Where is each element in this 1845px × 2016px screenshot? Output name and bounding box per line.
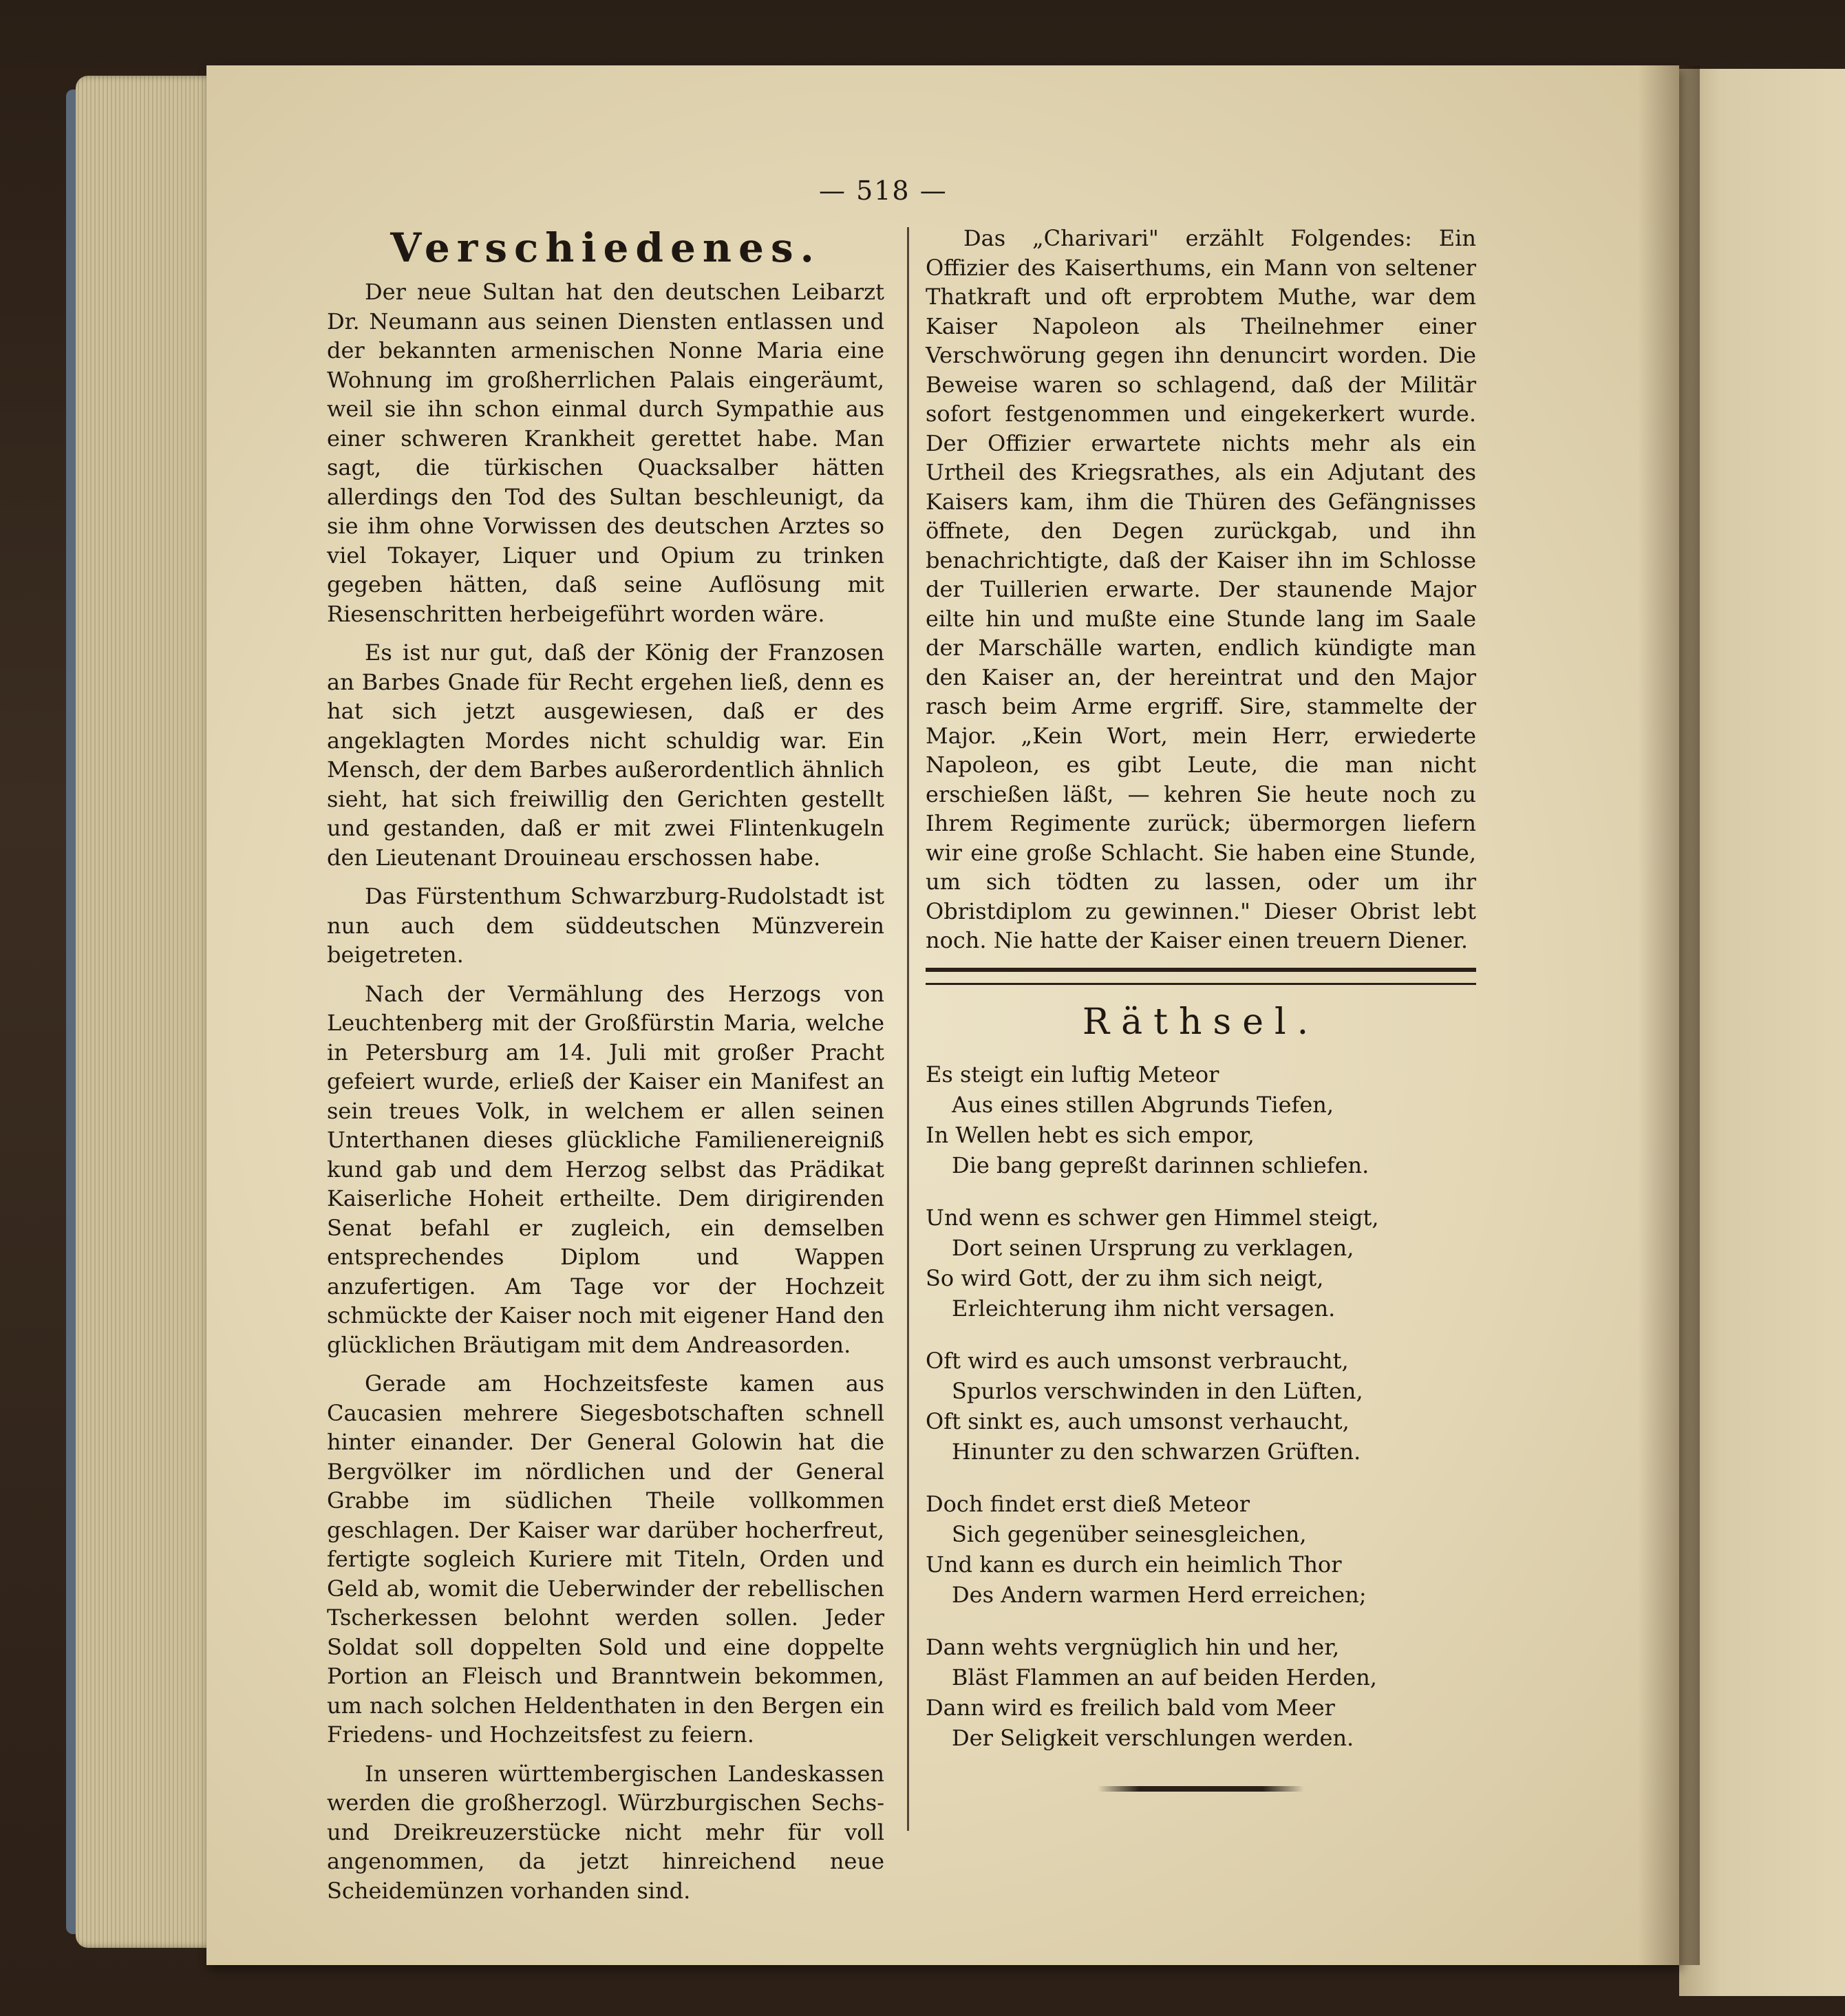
- poem-stanza: [926, 1202, 1476, 1324]
- poem-stanza: [926, 1632, 1476, 1753]
- poem-title: Räthsel.: [1082, 1001, 1320, 1043]
- facing-page: [1679, 69, 1845, 1996]
- ornament-line: [1098, 1786, 1304, 1792]
- section-title: Verschiedenes.: [390, 224, 821, 271]
- article-paragraph: Es ist nur gut, daß der König der Franzosen an Barbes Gnade für Recht ergehen ließ, denn es hat sich jetzt ausgewiesen, daß er des angeklagten Mordes nicht schuldig war. Ein Mensch, der dem Barbes außerordentlich ähnlich sieht, hat sich freiwillig den Gerichten gestellt und gestanden, daß er mit zwei Flintenkugeln den Lieutenant Drouineau erschossen habe.: [327, 639, 884, 871]
- poem-verse: Erleichterung ihm nicht versagen.: [952, 1295, 1336, 1322]
- poem-verse: Der Seligkeit verschlungen werden.: [952, 1724, 1354, 1751]
- page-gutter-shadow: [1638, 65, 1700, 1965]
- article-paragraph: Nach der Vermählung des Herzogs von Leuchtenberg mit der Großfürstin Maria, welche in Petersburg am 14. Juli mit großer Pracht gefeiert wurde, erließ der Kaiser ein Manifest an sein treues Volk, in welchem er allen seinen Unterthanen dieses glückliche Familienereigniß kund gab und dem Herzog selbst das Prädikat Kaiserliche Hoheit ertheilte. Dem dirigirenden Senat befahl er zugleich, ein demselben entsprechendes Diplom und Wappen anzufertigen. Am Tage vor der Hochzeit schmückte der Kaiser noch mit eigener Hand den glücklichen Bräutigam mit dem Andreasorden.: [327, 980, 884, 1358]
- article-paragraph: Der neue Sultan hat den deutschen Leibarzt Dr. Neumann aus seinen Diensten entlassen und der bekannten armenischen Nonne Maria eine Wohnung im großherrlichen Palais eingeräumt, weil sie ihn schon einmal durch Sympathie aus einer schweren Krankheit gerettet habe. Man sagt, die türkischen Quacksalber hätten allerdings den Tod des Sultan beschleunigt, da sie ihm ohne Vorwissen des deutschen Arztes so viel Tokayer, Liquer und Opium zu trinken gegeben hätten, daß seine Auflösung mit Riesenschritten herbeigeführt worden wäre.: [327, 279, 884, 627]
- article-paragraph: Gerade am Hochzeitsfeste kamen aus Caucasien mehrere Siegesbotschaften schnell hinter einander. Der General Golowin hat die Bergvölker im nördlichen und der General Grabbe im südlichen Theile vollkommen geschlagen. Der Kaiser war darüber hocherfreut, fertigte sogleich Kuriere mit Titeln, Orden und Geld ab, womit die Ueberwinder der rebellischen Tscherkessen belohnt werden sollen. Jeder Soldat soll doppelten Sold und eine doppelte Portion an Fleisch und Branntwein bekommen, um nach solchen Heldenthaten in den Bergen ein Friedens- und Hochzeitsfest zu feiern.: [327, 1370, 884, 1748]
- left-column: [327, 224, 884, 1915]
- poem-verse: Hinunter zu den schwarzen Grüften.: [952, 1438, 1361, 1465]
- article-paragraph: Das Fürstenthum Schwarzburg-Rudolstadt ist nun auch dem süddeutschen Münzverein beigetreten.: [327, 883, 884, 968]
- page-edges: [76, 76, 220, 1948]
- poem-verse: Doch findet erst dieß Meteor: [926, 1490, 1250, 1517]
- poem-verse: Dann wehts vergnüglich hin und her,: [926, 1633, 1340, 1660]
- poem-verse: Aus eines stillen Abgrunds Tiefen,: [952, 1091, 1334, 1118]
- poem-verse: Oft sinkt es, auch umsonst verhaucht,: [926, 1408, 1350, 1434]
- column-divider: [907, 227, 909, 1831]
- poem-verse: Des Andern warmen Herd erreichen;: [952, 1581, 1367, 1608]
- poem-verse: Es steigt ein luftig Meteor: [926, 1061, 1219, 1087]
- poem-verse: Oft wird es auch umsonst verbraucht,: [926, 1347, 1349, 1374]
- poem-stanza: [926, 1346, 1476, 1467]
- article-paragraph: In unseren württembergischen Landeskassen werden die großherzogl. Würzburgischen Sechs- und Dreikreuzerstücke nicht mehr für voll angenommen, da jetzt hinreichend neue Scheidemünzen vorhanden sind.: [327, 1760, 884, 1904]
- poem-verse: Und wenn es schwer gen Himmel steigt,: [926, 1204, 1379, 1231]
- poem-verse: Sich gegenüber seinesgleichen,: [952, 1520, 1307, 1547]
- poem-stanza: [926, 1059, 1476, 1180]
- poem-verse: In Wellen hebt es sich empor,: [926, 1121, 1255, 1148]
- poem-verse: Dort seinen Ursprung zu verklagen,: [952, 1234, 1354, 1261]
- poem-verse: So wird Gott, der zu ihm sich neigt,: [926, 1264, 1324, 1291]
- poem-verse: Bläst Flammen an auf beiden Herden,: [952, 1664, 1377, 1690]
- section-separator: [926, 968, 1476, 985]
- poem-stanza: [926, 1489, 1476, 1610]
- poem-verse: Und kann es durch ein heimlich Thor: [926, 1551, 1342, 1578]
- right-column: [926, 224, 1476, 1796]
- poem-verse: Spurlos verschwinden in den Lüften,: [952, 1377, 1363, 1404]
- article-paragraph: Das „Charivari" erzählt Folgendes: Ein Offizier des Kaiserthums, ein Mann von seltener Thatkraft und oft erprobtem Muthe, war dem Kaiser Napoleon als Theilnehmer einer Verschwörung gegen ihn denuncirt worden. Die Beweise waren so schlagend, daß der Militär sofort festgenommen und eingekerkert wurde. Der Offizier erwartete nichts mehr als ein Urtheil des Kriegsrathes, als ein Adjutant des Kaisers kam, ihm die Thüren des Gefängnisses öffnete, den Degen zurückgab, und ihn benachrichtigte, daß der Kaiser ihn im Schlosse der Tuillerien erwarte. Der staunende Major eilte hin und mußte eine Stunde lang im Saale der Marschälle warten, endlich kündigte man den Kaiser an, der hereintrat und den Major rasch beim Arme ergriff. Sire, stammelte der Major. „Kein Wort, mein Herr, erwiederte Napoleon, es gibt Leute, die man nicht erschießen läßt, — kehren Sie heute noch zu Ihrem Regimente zurück; übermorgen liefern wir eine große Schlacht. Sie haben eine Stunde, um sich tödten zu lassen, oder um ihr Obristdiplom zu gewinnen." Dieser Obrist lebt noch. Nie hatte der Kaiser einen treuern Diener.: [926, 225, 1476, 953]
- page-number: — 518 —: [819, 176, 948, 206]
- poem-verse: Dann wird es freilich bald vom Meer: [926, 1694, 1335, 1721]
- poem-verse: Die bang gepreßt darinnen schliefen.: [952, 1152, 1369, 1178]
- poem: [926, 1059, 1476, 1753]
- end-ornament: [1094, 1775, 1308, 1796]
